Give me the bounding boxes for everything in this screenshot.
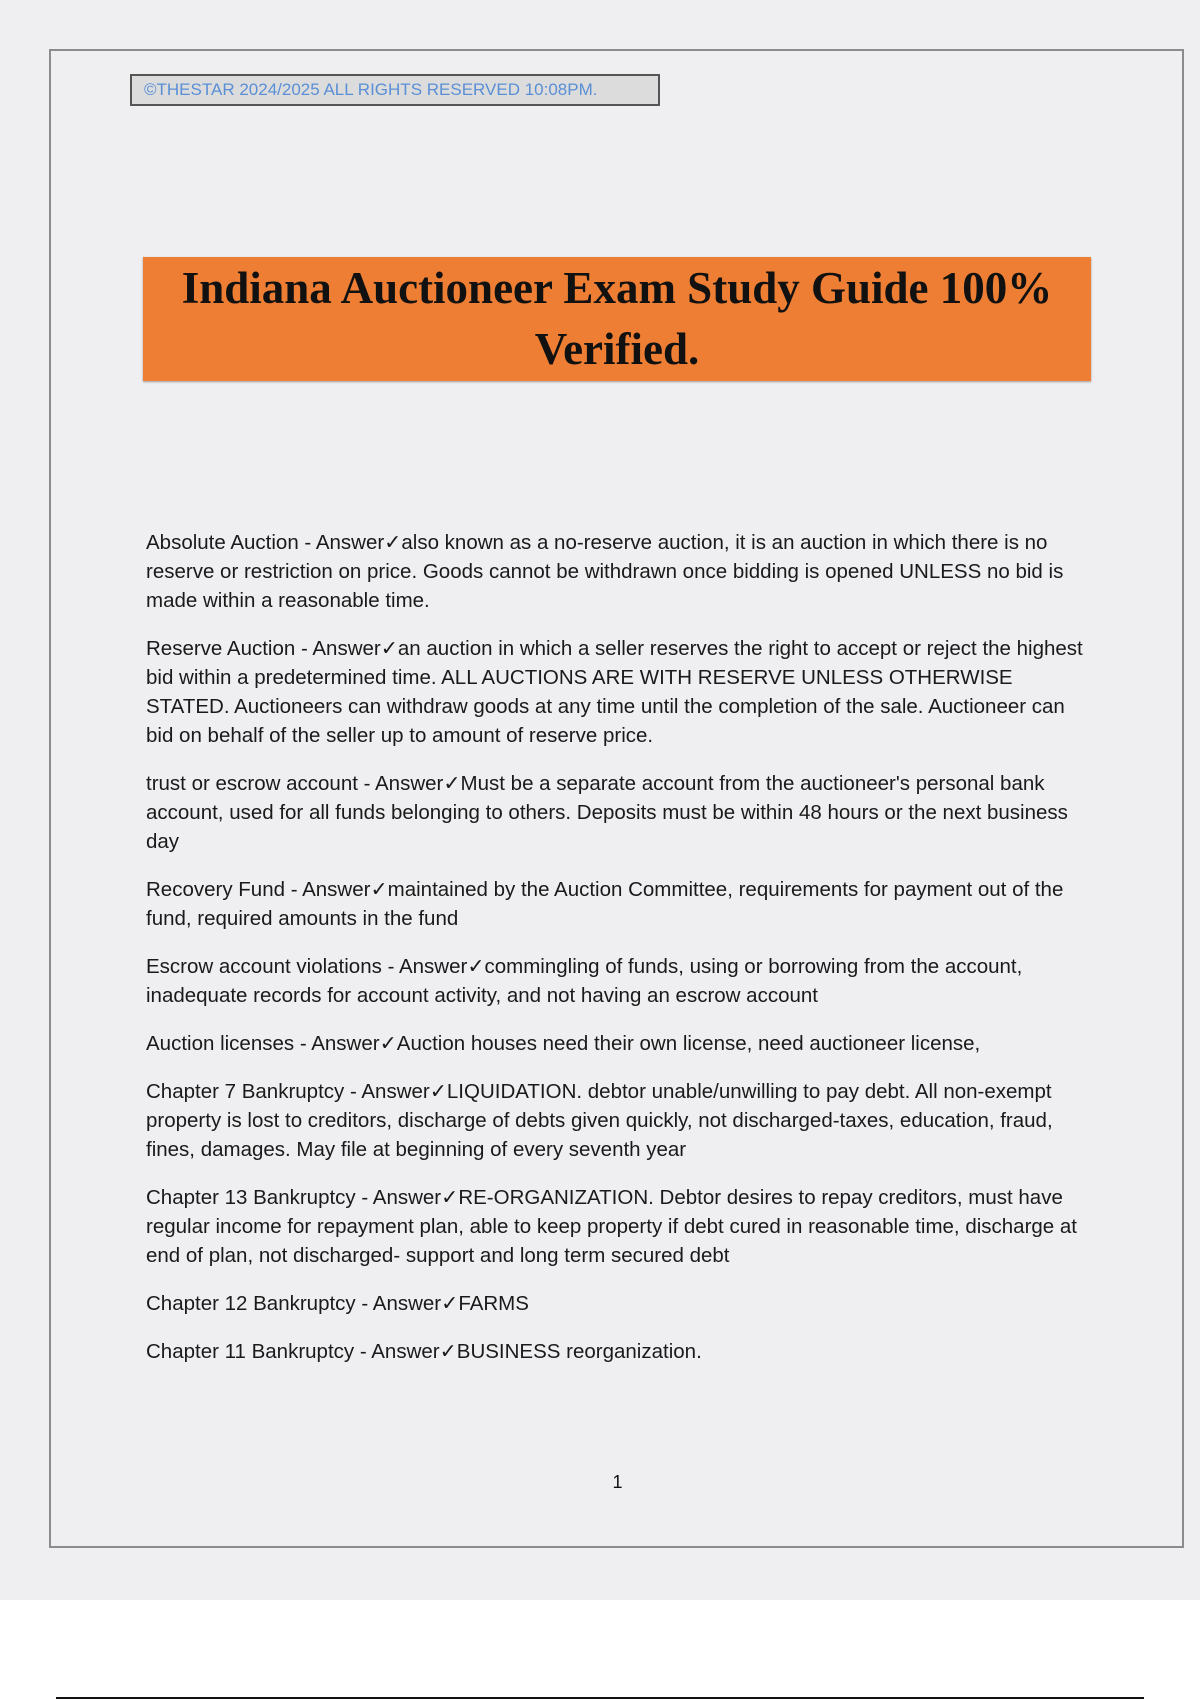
entry-term: Chapter 11 Bankruptcy bbox=[146, 1340, 355, 1363]
entry bbox=[146, 1289, 1096, 1318]
entry-answer: maintained by the Auction Committee, requirements for payment out of the fund, required amounts in the fund bbox=[146, 878, 1064, 930]
document-title: Indiana Auctioneer Exam Study Guide 100% Verified. bbox=[181, 263, 1053, 374]
entry-answer: LIQUIDATION. debtor unable/unwilling to pay debt. All non-exempt property is lost to creditors, discharge of debts given quickly, not discharged-taxes, education, fraud, fines, damages. May file at beginning of every seventh year bbox=[146, 1080, 1053, 1161]
entry-separator: - Answer✓ bbox=[294, 1032, 397, 1055]
entry-answer: RE-ORGANIZATION. Debtor desires to repay creditors, must have regular income for repayment plan, able to keep property if debt cured in reasonable time, discharge at end of plan, not discharged- support and long term secured debt bbox=[146, 1186, 1077, 1267]
entry-answer: Auction houses need their own license, need auctioneer license, bbox=[396, 1032, 981, 1055]
entry-separator: - Answer✓ bbox=[298, 531, 402, 554]
entry bbox=[146, 528, 1096, 615]
entry-answer: BUSINESS reorganization. bbox=[456, 1340, 702, 1363]
entry bbox=[146, 952, 1096, 1010]
divider bbox=[56, 1697, 1144, 1699]
entry bbox=[146, 1029, 1096, 1058]
entry-term: Chapter 7 Bankruptcy bbox=[146, 1080, 345, 1103]
entry-term: Reserve Auction bbox=[146, 637, 296, 660]
entry-term: Absolute Auction bbox=[146, 531, 299, 554]
entry-term: Escrow account violations bbox=[146, 955, 382, 978]
entry-term: trust or escrow account bbox=[146, 772, 358, 795]
entry-term: Recovery Fund bbox=[146, 878, 286, 901]
title-banner bbox=[143, 257, 1091, 381]
entry-separator: - Answer✓ bbox=[285, 878, 388, 901]
entry-answer: Must be a separate account from the auctioneer's personal bank account, used for all funds belonging to others. Deposits must be within 48 hours or the next business day bbox=[146, 772, 1068, 853]
entry-term: Auction licenses bbox=[146, 1032, 295, 1055]
entry-separator: - Answer✓ bbox=[355, 1292, 459, 1315]
entry-answer: also known as a no-reserve auction, it is an auction in which there is no reserve or restriction on price. Goods cannot be withdrawn once bidding is opened UNLESS no bid is made within a reasonable time. bbox=[146, 531, 1064, 612]
entries-list bbox=[146, 528, 1096, 1385]
entry-answer: FARMS bbox=[458, 1292, 529, 1315]
entry-answer: an auction in which a seller reserves the right to accept or reject the highest bid within a predetermined time. ALL AUCTIONS ARE WITH RESERVE UNLESS OTHERWISE STATED. Auctioneers can withdraw goods at any time until the completion of the sale. Auctioneer can bid on behalf of the seller up to amount of reserve price. bbox=[146, 637, 1083, 747]
entry-separator: - Answer✓ bbox=[344, 1080, 447, 1103]
entry bbox=[146, 875, 1096, 933]
page-number: 1 bbox=[612, 1472, 623, 1492]
entry-term: Chapter 13 Bankruptcy bbox=[146, 1186, 356, 1209]
entry-separator: - Answer✓ bbox=[295, 637, 398, 660]
entry-answer: commingling of funds, using or borrowing from the account, inadequate records for account activity, and not having an escrow account bbox=[146, 955, 1023, 1007]
entry bbox=[146, 1077, 1096, 1164]
entry bbox=[146, 1337, 1096, 1366]
entry-separator: - Answer✓ bbox=[357, 772, 461, 795]
entry-separator: - Answer✓ bbox=[355, 1186, 459, 1209]
copyright-banner: ©THESTAR 2024/2025 ALL RIGHTS RESERVED 10:08PM. bbox=[130, 74, 660, 106]
entry bbox=[146, 1183, 1096, 1270]
entry bbox=[146, 634, 1096, 750]
entry-separator: - Answer✓ bbox=[354, 1340, 457, 1363]
entry bbox=[146, 769, 1096, 856]
entry-separator: - Answer✓ bbox=[381, 955, 485, 978]
entry-term: Chapter 12 Bankruptcy bbox=[146, 1292, 356, 1315]
